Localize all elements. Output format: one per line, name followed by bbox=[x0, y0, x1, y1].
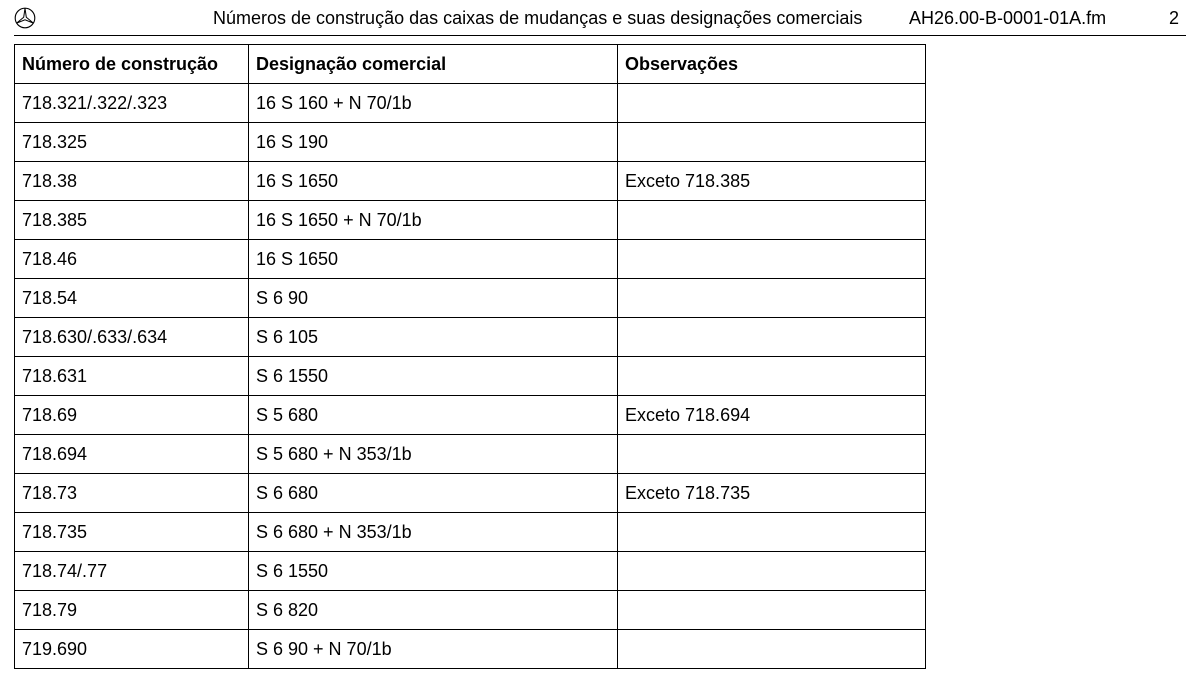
table-row bbox=[15, 318, 926, 357]
commercial-designation-cell: S 6 680 bbox=[249, 474, 618, 513]
table-row bbox=[15, 630, 926, 669]
commercial-designation-cell: S 6 90 bbox=[249, 279, 618, 318]
column-header-remarks: Observações bbox=[618, 45, 926, 84]
construction-number-cell: 718.54 bbox=[15, 279, 249, 318]
table-row bbox=[15, 201, 926, 240]
commercial-designation-cell: S 6 1550 bbox=[249, 552, 618, 591]
commercial-designation-cell: 16 S 190 bbox=[249, 123, 618, 162]
construction-number-cell: 719.690 bbox=[15, 630, 249, 669]
table-row bbox=[15, 552, 926, 591]
construction-number-cell: 718.46 bbox=[15, 240, 249, 279]
construction-number-cell: 718.735 bbox=[15, 513, 249, 552]
construction-number-cell: 718.325 bbox=[15, 123, 249, 162]
remarks-cell bbox=[618, 357, 926, 396]
commercial-designation-cell: S 6 820 bbox=[249, 591, 618, 630]
commercial-designation-cell: S 6 90 + N 70/1b bbox=[249, 630, 618, 669]
remarks-cell bbox=[618, 552, 926, 591]
commercial-designation-cell: 16 S 160 + N 70/1b bbox=[249, 84, 618, 123]
construction-number-cell: 718.74/.77 bbox=[15, 552, 249, 591]
remarks-cell bbox=[618, 84, 926, 123]
remarks-cell bbox=[618, 279, 926, 318]
mercedes-star-icon bbox=[14, 7, 36, 29]
transmission-designation-table bbox=[14, 44, 926, 669]
construction-number-cell: 718.79 bbox=[15, 591, 249, 630]
construction-number-cell: 718.69 bbox=[15, 396, 249, 435]
construction-number-cell: 718.385 bbox=[15, 201, 249, 240]
table-row bbox=[15, 279, 926, 318]
construction-number-cell: 718.321/.322/.323 bbox=[15, 84, 249, 123]
commercial-designation-cell: S 5 680 + N 353/1b bbox=[249, 435, 618, 474]
document-title: Números de construção das caixas de mudanças e suas designações comerciais bbox=[213, 8, 863, 28]
construction-number-cell: 718.694 bbox=[15, 435, 249, 474]
remarks-cell bbox=[618, 123, 926, 162]
table-row bbox=[15, 513, 926, 552]
table-row bbox=[15, 123, 926, 162]
table-row bbox=[15, 162, 926, 201]
table-row bbox=[15, 435, 926, 474]
commercial-designation-cell: 16 S 1650 bbox=[249, 240, 618, 279]
commercial-designation-cell: S 5 680 bbox=[249, 396, 618, 435]
remarks-cell bbox=[618, 201, 926, 240]
remarks-cell bbox=[618, 240, 926, 279]
remarks-cell: Exceto 718.385 bbox=[618, 162, 926, 201]
commercial-designation-cell: 16 S 1650 bbox=[249, 162, 618, 201]
table-row bbox=[15, 396, 926, 435]
document-file-name: AH26.00-B-0001-01A.fm bbox=[909, 8, 1107, 28]
table-row bbox=[15, 240, 926, 279]
remarks-cell bbox=[618, 435, 926, 474]
table-header-row bbox=[15, 45, 926, 84]
header-divider bbox=[14, 35, 1186, 36]
table-row bbox=[15, 84, 926, 123]
table-row bbox=[15, 474, 926, 513]
column-header-construction-number: Número de construção bbox=[15, 45, 249, 84]
table-row bbox=[15, 591, 926, 630]
construction-number-cell: 718.38 bbox=[15, 162, 249, 201]
commercial-designation-cell: S 6 105 bbox=[249, 318, 618, 357]
remarks-cell bbox=[618, 591, 926, 630]
page-number: 2 bbox=[1169, 8, 1180, 28]
column-header-commercial-designation: Designação comercial bbox=[249, 45, 618, 84]
commercial-designation-cell: 16 S 1650 + N 70/1b bbox=[249, 201, 618, 240]
construction-number-cell: 718.630/.633/.634 bbox=[15, 318, 249, 357]
remarks-cell bbox=[618, 513, 926, 552]
construction-number-cell: 718.73 bbox=[15, 474, 249, 513]
commercial-designation-cell: S 6 1550 bbox=[249, 357, 618, 396]
remarks-cell bbox=[618, 630, 926, 669]
commercial-designation-cell: S 6 680 + N 353/1b bbox=[249, 513, 618, 552]
table-body bbox=[15, 84, 926, 669]
table-row bbox=[15, 357, 926, 396]
remarks-cell bbox=[618, 318, 926, 357]
construction-number-cell: 718.631 bbox=[15, 357, 249, 396]
page-header bbox=[0, 0, 1200, 36]
remarks-cell: Exceto 718.694 bbox=[618, 396, 926, 435]
remarks-cell: Exceto 718.735 bbox=[618, 474, 926, 513]
